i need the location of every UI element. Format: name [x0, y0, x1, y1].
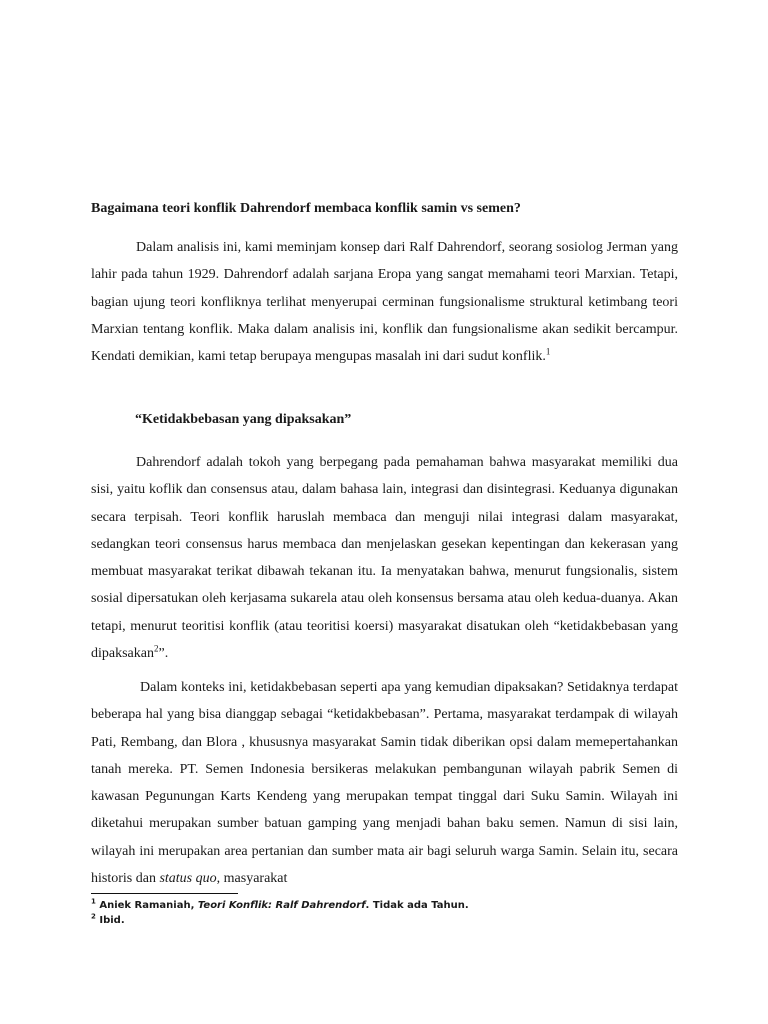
paragraph-3-text: Dalam konteks ini, ketidakbebasan seperti apa yang kemudian dipaksakan? Setidaknya terdapat beberapa hal yang bisa dianggap sebagai “ketidakbebasan”. Pertama, masyarakat terdampak di wilayah Pati, Rembang, dan Blora , khususnya masyarakat Samin tidak diberikan opsi dalam memepertahankan tanah mereka. PT. Semen Indonesia bersikeras melakukan pembangunan wilayah pabrik Semen di kawasan Pegunungan Karts Kendeng yang merupakan tempat tinggal dari Suku Samin. Wilayah ini diketahui merupakan sumber batuan gamping yang menjadi bahan baku semen. Namun di sisi lain, wilayah ini merupakan area pertanian dan sumber mata air bagi seluruh warga Samin. Selain itu, secara historis dan [91, 680, 678, 887]
footnote-1-number: 1 [91, 897, 96, 906]
paragraph-1 [91, 234, 678, 370]
footnote-ref-2[interactable]: 2 [153, 643, 159, 654]
footnote-2-number: 2 [91, 912, 96, 921]
paragraph-3-tail: , masyarakat [216, 871, 288, 887]
footnote-separator [91, 893, 238, 894]
section-heading: Bagaimana teori konflik Dahrendorf membaca konflik samin vs semen? [91, 201, 521, 216]
subheading-ketidakbebasan: “Ketidakbebasan yang dipaksakan” [135, 412, 352, 427]
paragraph-2-tail: ”. [158, 646, 169, 662]
paragraph-3 [91, 674, 678, 892]
footnote-1 [91, 898, 691, 913]
footnote-ref-1[interactable]: 1 [545, 346, 551, 357]
footnote-1-rest: . Tidak ada Tahun. [365, 900, 469, 911]
paragraph-2-text: Dahrendorf adalah tokoh yang berpegang pada pemahaman bahwa masyarakat memiliki dua sisi, yaitu koflik dan consensus atau, dalam bahasa lain, integrasi dan disintegrasi. Keduanya digunakan secara terpisah. Teori konflik haruslah membaca dan menguji nilai integrasi dalam masyarakat, sedangkan teori consensus harus membaca dan menjelaskan gesekan kepentingan dan kekerasan yang membuat masyarakat terikat dibawah tekanan itu. Ia menyatakan bahwa, menurut fungsionalis, sistem sosial dipersatukan oleh kerjasama sukarela atau oleh konsensus bersama atau oleh kedua-duanya. Akan tetapi, menurut teoritisi konflik (atau teoritisi koersi) masyarakat disatukan oleh “ketidakbebasan yang dipaksakan [91, 455, 678, 662]
paragraph-3-italic: status quo [159, 871, 217, 887]
footnote-2-text: Ibid. [99, 915, 125, 926]
paragraph-1-text: Dalam analisis ini, kami meminjam konsep dari Ralf Dahrendorf, seorang sosiolog Jerman yang lahir pada tahun 1929. Dahrendorf adalah sarjana Eropa yang sangat memahami teori Marxian. Tetapi, bagian ujung teori konfliknya terlihat menyerupai cerminan fungsionalisme struktural ketimbang teori Marxian tentang konflik. Maka dalam analisis ini, konflik dan fungsionalisme akan sedikit bercampur. Kendati demikian, kami tetap berupaya mengupas masalah ini dari sudut konflik. [91, 240, 678, 365]
paragraph-2 [91, 449, 678, 667]
footnote-1-author: Aniek Ramaniah, [99, 900, 198, 911]
footnote-2 [91, 913, 691, 928]
footnote-1-title: Teori Konflik: Ralf Dahrendorf [197, 900, 366, 911]
footnotes [91, 898, 691, 928]
